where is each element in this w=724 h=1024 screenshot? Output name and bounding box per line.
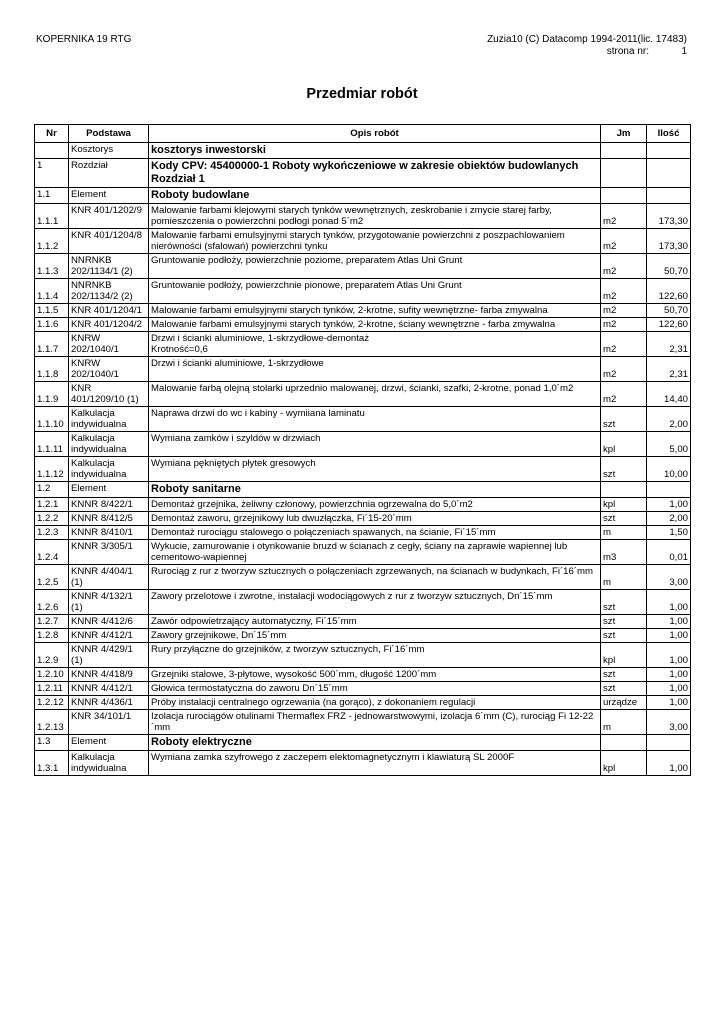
row-opis: kosztorys inwestorski — [149, 143, 601, 159]
row-nr: 1.2.1 — [35, 498, 69, 512]
row-podstawa: NNRNKB 202/1134/1 (2) — [69, 254, 149, 279]
row-jm: m2 — [601, 304, 647, 318]
table-row — [35, 254, 691, 279]
row-jm: m3 — [601, 540, 647, 565]
table-row — [35, 204, 691, 229]
row-nr: 1.1.5 — [35, 304, 69, 318]
table-row — [35, 432, 691, 457]
row-nr: 1.3 — [35, 735, 69, 751]
table-row — [35, 498, 691, 512]
table-row — [35, 512, 691, 526]
row-ilosc: 122,60 — [647, 279, 691, 304]
row-jm: kpl — [601, 751, 647, 776]
row-nr: 1.2.5 — [35, 565, 69, 590]
row-opis: Demontaż zaworu, grzejnikowy lub dwuzłączka, Fi´15-20´mm — [149, 512, 601, 526]
row-jm: szt — [601, 457, 647, 482]
row-ilosc: 173,30 — [647, 204, 691, 229]
row-jm: kpl — [601, 432, 647, 457]
table-row — [35, 279, 691, 304]
row-podstawa: KNNR 4/132/1 (1) — [69, 590, 149, 615]
header-license: Zuzia10 (C) Datacomp 1994-2011(lic. 17483) — [487, 34, 687, 45]
table-row — [35, 668, 691, 682]
table-row — [35, 318, 691, 332]
row-opis: Gruntowanie podłoży, powierzchnie pionowe, preparatem Atlas Uni Grunt — [149, 279, 601, 304]
row-jm: szt — [601, 615, 647, 629]
row-nr: 1.1.3 — [35, 254, 69, 279]
table-row — [35, 143, 691, 159]
row-jm: m2 — [601, 357, 647, 382]
table-row — [35, 682, 691, 696]
page-label: strona nr: — [606, 46, 649, 57]
row-jm: m — [601, 526, 647, 540]
row-ilosc: 1,00 — [647, 682, 691, 696]
row-nr: 1.2.4 — [35, 540, 69, 565]
row-podstawa: KNR 401/1204/1 — [69, 304, 149, 318]
column-header-podstawa: Podstawa — [69, 125, 149, 143]
header-software-info — [487, 34, 687, 58]
row-jm: m — [601, 565, 647, 590]
row-podstawa: KNNR 4/429/1 (1) — [69, 643, 149, 668]
row-podstawa: Element — [69, 188, 149, 204]
row-opis: Malowanie farbami emulsyjnymi starych tynków, 2-krotne, sufity wewnętrzne- farba zmywalna — [149, 304, 601, 318]
row-jm: urządze — [601, 696, 647, 710]
row-opis: Wymiana zamków i szyldów w drzwiach — [149, 432, 601, 457]
row-opis: Grzejniki stalowe, 3-płytowe, wysokość 500´mm, długość 1200´mm — [149, 668, 601, 682]
row-opis: Rurociąg z rur z tworzyw sztucznych o połączeniach zgrzewanych, na ścianach w budynkach, Fi´16´mm — [149, 565, 601, 590]
row-opis: Zawory grzejnikowe, Dn´15´mm — [149, 629, 601, 643]
row-nr: 1.1.1 — [35, 204, 69, 229]
row-ilosc: 5,00 — [647, 432, 691, 457]
row-nr: 1.2.6 — [35, 590, 69, 615]
row-opis: Zawór odpowietrzający automatyczny, Fi´15´mm — [149, 615, 601, 629]
row-podstawa: KNR 401/1204/8 — [69, 229, 149, 254]
row-podstawa: KNR 34/101/1 — [69, 710, 149, 735]
row-ilosc: 50,70 — [647, 254, 691, 279]
row-nr — [35, 143, 69, 159]
row-nr: 1.1.2 — [35, 229, 69, 254]
row-podstawa: KNNR 8/410/1 — [69, 526, 149, 540]
row-opis: Malowanie farbą olejną stolarki uprzednio malowanej, drzwi, ścianki, szafki, 2-krotne, ponad 1,0´m2 — [149, 382, 601, 407]
table-row — [35, 188, 691, 204]
row-jm: m — [601, 710, 647, 735]
row-nr: 1.1.9 — [35, 382, 69, 407]
row-nr: 1.1.8 — [35, 357, 69, 382]
row-opis: Wymiana pękniętych płytek gresowych — [149, 457, 601, 482]
row-podstawa: Kalkulacja indywidualna — [69, 407, 149, 432]
row-opis: Malowanie farbami klejowymi starych tynków wewnętrznych, zeskrobanie i zmycie starej farby, pomieszczenia o powierzchni podłogi ponad 5´m2 — [149, 204, 601, 229]
table-row — [35, 332, 691, 357]
row-podstawa: Kosztorys — [69, 143, 149, 159]
row-podstawa: KNRW 202/1040/1 — [69, 357, 149, 382]
table-row — [35, 565, 691, 590]
row-opis: Drzwi i ścianki aluminiowe, 1-skrzydłowe-demontaż Krotność=0,6 — [149, 332, 601, 357]
row-jm: m2 — [601, 279, 647, 304]
row-opis: Zawory przelotowe i zwrotne, instalacji wodociągowych z rur z tworzyw sztucznych, Dn´15´mm — [149, 590, 601, 615]
row-jm: szt — [601, 682, 647, 696]
row-opis: Roboty elektryczne — [149, 735, 601, 751]
row-ilosc — [647, 482, 691, 498]
header-page — [487, 46, 687, 58]
row-podstawa: Kalkulacja indywidualna — [69, 751, 149, 776]
row-opis: Malowanie farbami emulsyjnymi starych tynków, 2-krotne, ściany wewnętrzne - farba zmywalna — [149, 318, 601, 332]
row-ilosc — [647, 159, 691, 188]
page-title: Przedmiar robót — [306, 86, 418, 102]
row-jm: szt — [601, 629, 647, 643]
row-ilosc: 1,00 — [647, 751, 691, 776]
row-nr: 1.2.8 — [35, 629, 69, 643]
row-nr: 1.1.12 — [35, 457, 69, 482]
table-row — [35, 526, 691, 540]
table-row — [35, 382, 691, 407]
row-jm: m2 — [601, 254, 647, 279]
row-jm — [601, 482, 647, 498]
row-podstawa: KNNR 3/305/1 — [69, 540, 149, 565]
table-row — [35, 304, 691, 318]
column-header-ilosc: Ilość — [647, 125, 691, 143]
table-row — [35, 590, 691, 615]
row-podstawa: KNNR 8/422/1 — [69, 498, 149, 512]
row-ilosc — [647, 188, 691, 204]
row-podstawa: KNNR 4/436/1 — [69, 696, 149, 710]
row-ilosc: 1,00 — [647, 629, 691, 643]
row-opis: Rury przyłączne do grzejników, z tworzyw sztucznych, Fi´16´mm — [149, 643, 601, 668]
table-header-row — [35, 125, 691, 143]
row-nr: 1.2.10 — [35, 668, 69, 682]
row-ilosc: 173,30 — [647, 229, 691, 254]
column-header-nr: Nr — [35, 125, 69, 143]
row-podstawa: Kalkulacja indywidualna — [69, 432, 149, 457]
row-nr: 1.2 — [35, 482, 69, 498]
table-row — [35, 540, 691, 565]
table-row — [35, 710, 691, 735]
table-row — [35, 735, 691, 751]
table-row — [35, 357, 691, 382]
column-header-jm: Jm — [601, 125, 647, 143]
row-podstawa: Kalkulacja indywidualna — [69, 457, 149, 482]
row-ilosc: 2,31 — [647, 357, 691, 382]
row-podstawa: KNNR 4/412/1 — [69, 629, 149, 643]
row-opis: Naprawa drzwi do wc i kabiny - wymiiana laminatu — [149, 407, 601, 432]
row-jm: m2 — [601, 318, 647, 332]
row-podstawa: KNRW 202/1040/1 — [69, 332, 149, 357]
row-nr: 1 — [35, 159, 69, 188]
row-jm — [601, 159, 647, 188]
row-nr: 1.1.7 — [35, 332, 69, 357]
table-row — [35, 629, 691, 643]
row-ilosc: 1,00 — [647, 498, 691, 512]
row-jm: kpl — [601, 643, 647, 668]
row-podstawa: Element — [69, 735, 149, 751]
table-row — [35, 159, 691, 188]
row-ilosc: 1,00 — [647, 696, 691, 710]
row-jm — [601, 188, 647, 204]
row-opis: Demontaż grzejnika, żeliwny członowy, powierzchnia ogrzewalna do 5,0´m2 — [149, 498, 601, 512]
table-row — [35, 696, 691, 710]
table-row — [35, 615, 691, 629]
row-podstawa: KNNR 4/418/9 — [69, 668, 149, 682]
row-jm: m2 — [601, 332, 647, 357]
row-jm: szt — [601, 590, 647, 615]
row-podstawa: KNR 401/1202/9 — [69, 204, 149, 229]
row-ilosc: 1,50 — [647, 526, 691, 540]
row-jm — [601, 143, 647, 159]
row-nr: 1.1.6 — [35, 318, 69, 332]
table-row — [35, 751, 691, 776]
row-nr: 1.1.4 — [35, 279, 69, 304]
row-ilosc — [647, 143, 691, 159]
row-ilosc: 50,70 — [647, 304, 691, 318]
row-ilosc: 1,00 — [647, 643, 691, 668]
row-podstawa: KNNR 8/412/5 — [69, 512, 149, 526]
row-ilosc: 10,00 — [647, 457, 691, 482]
row-podstawa: KNR 401/1209/10 (1) — [69, 382, 149, 407]
row-podstawa: KNR 401/1204/2 — [69, 318, 149, 332]
table-row — [35, 457, 691, 482]
row-ilosc: 0,01 — [647, 540, 691, 565]
row-jm: szt — [601, 407, 647, 432]
row-podstawa: KNNR 4/412/1 — [69, 682, 149, 696]
row-opis: Roboty sanitarne — [149, 482, 601, 498]
row-ilosc: 2,31 — [647, 332, 691, 357]
row-nr: 1.1.10 — [35, 407, 69, 432]
table-row — [35, 482, 691, 498]
row-ilosc: 3,00 — [647, 565, 691, 590]
row-opis: Kody CPV: 45400000-1 Roboty wykończeniowe w zakresie obiektów budowlanych Rozdział 1 — [149, 159, 601, 188]
column-header-opis: Opis robót — [149, 125, 601, 143]
row-nr: 1.1 — [35, 188, 69, 204]
table-row — [35, 407, 691, 432]
row-podstawa: Element — [69, 482, 149, 498]
row-opis: Wymiana zamka szyfrowego z zaczepem elektomagnetycznym i klawiaturą SL 2000F — [149, 751, 601, 776]
row-opis: Wykucie, zamurowanie i otynkowanie bruzd w ścianach z cegły, ściany na zaprawie wapiennej lub cementowo-wapiennej — [149, 540, 601, 565]
row-opis: Gruntowanie podłoży, powierzchnie poziome, preparatem Atlas Uni Grunt — [149, 254, 601, 279]
row-podstawa: KNNR 4/404/1 (1) — [69, 565, 149, 590]
header-company: KOPERNIKA 19 RTG — [36, 34, 132, 45]
row-nr: 1.1.11 — [35, 432, 69, 457]
row-ilosc: 122,60 — [647, 318, 691, 332]
row-nr: 1.2.12 — [35, 696, 69, 710]
row-opis: Izolacja rurociągów otulinami Thermaflex FRZ - jednowarstwowymi, izolacja 6´mm (C), rurociąg Fi 12-22´mm — [149, 710, 601, 735]
row-podstawa: NNRNKB 202/1134/2 (2) — [69, 279, 149, 304]
row-nr: 1.2.2 — [35, 512, 69, 526]
row-podstawa: KNNR 4/412/6 — [69, 615, 149, 629]
row-ilosc: 1,00 — [647, 668, 691, 682]
row-nr: 1.2.13 — [35, 710, 69, 735]
row-opis: Malowanie farbami emulsyjnymi starych tynków, przygotowanie powierzchni z poszpachlowaniem nierówności (sfalowań) powierzchni tynku — [149, 229, 601, 254]
row-ilosc: 2,00 — [647, 407, 691, 432]
row-nr: 1.2.9 — [35, 643, 69, 668]
row-nr: 1.2.7 — [35, 615, 69, 629]
row-nr: 1.2.11 — [35, 682, 69, 696]
row-ilosc: 2,00 — [647, 512, 691, 526]
row-nr: 1.3.1 — [35, 751, 69, 776]
row-ilosc: 1,00 — [647, 590, 691, 615]
row-jm: kpl — [601, 498, 647, 512]
row-podstawa: Rozdział — [69, 159, 149, 188]
works-table — [34, 124, 691, 776]
row-opis: Drzwi i ścianki aluminiowe, 1-skrzydłowe — [149, 357, 601, 382]
row-ilosc: 3,00 — [647, 710, 691, 735]
row-jm: m2 — [601, 229, 647, 254]
row-jm: m2 — [601, 204, 647, 229]
row-jm: m2 — [601, 382, 647, 407]
row-nr: 1.2.3 — [35, 526, 69, 540]
table-row — [35, 229, 691, 254]
row-opis: Głowica termostatyczna do zaworu Dn´15´mm — [149, 682, 601, 696]
table-row — [35, 643, 691, 668]
row-jm: szt — [601, 512, 647, 526]
row-opis: Roboty budowlane — [149, 188, 601, 204]
row-ilosc — [647, 735, 691, 751]
row-ilosc: 14,40 — [647, 382, 691, 407]
row-jm: szt — [601, 668, 647, 682]
page-number: 1 — [681, 46, 687, 57]
row-opis: Demontaż rurociągu stalowego o połączeniach spawanych, na ścianie, Fi´15´mm — [149, 526, 601, 540]
row-ilosc: 1,00 — [647, 615, 691, 629]
row-jm — [601, 735, 647, 751]
row-opis: Próby instalacji centralnego ogrzewania (na gorąco), z dokonaniem regulacji — [149, 696, 601, 710]
